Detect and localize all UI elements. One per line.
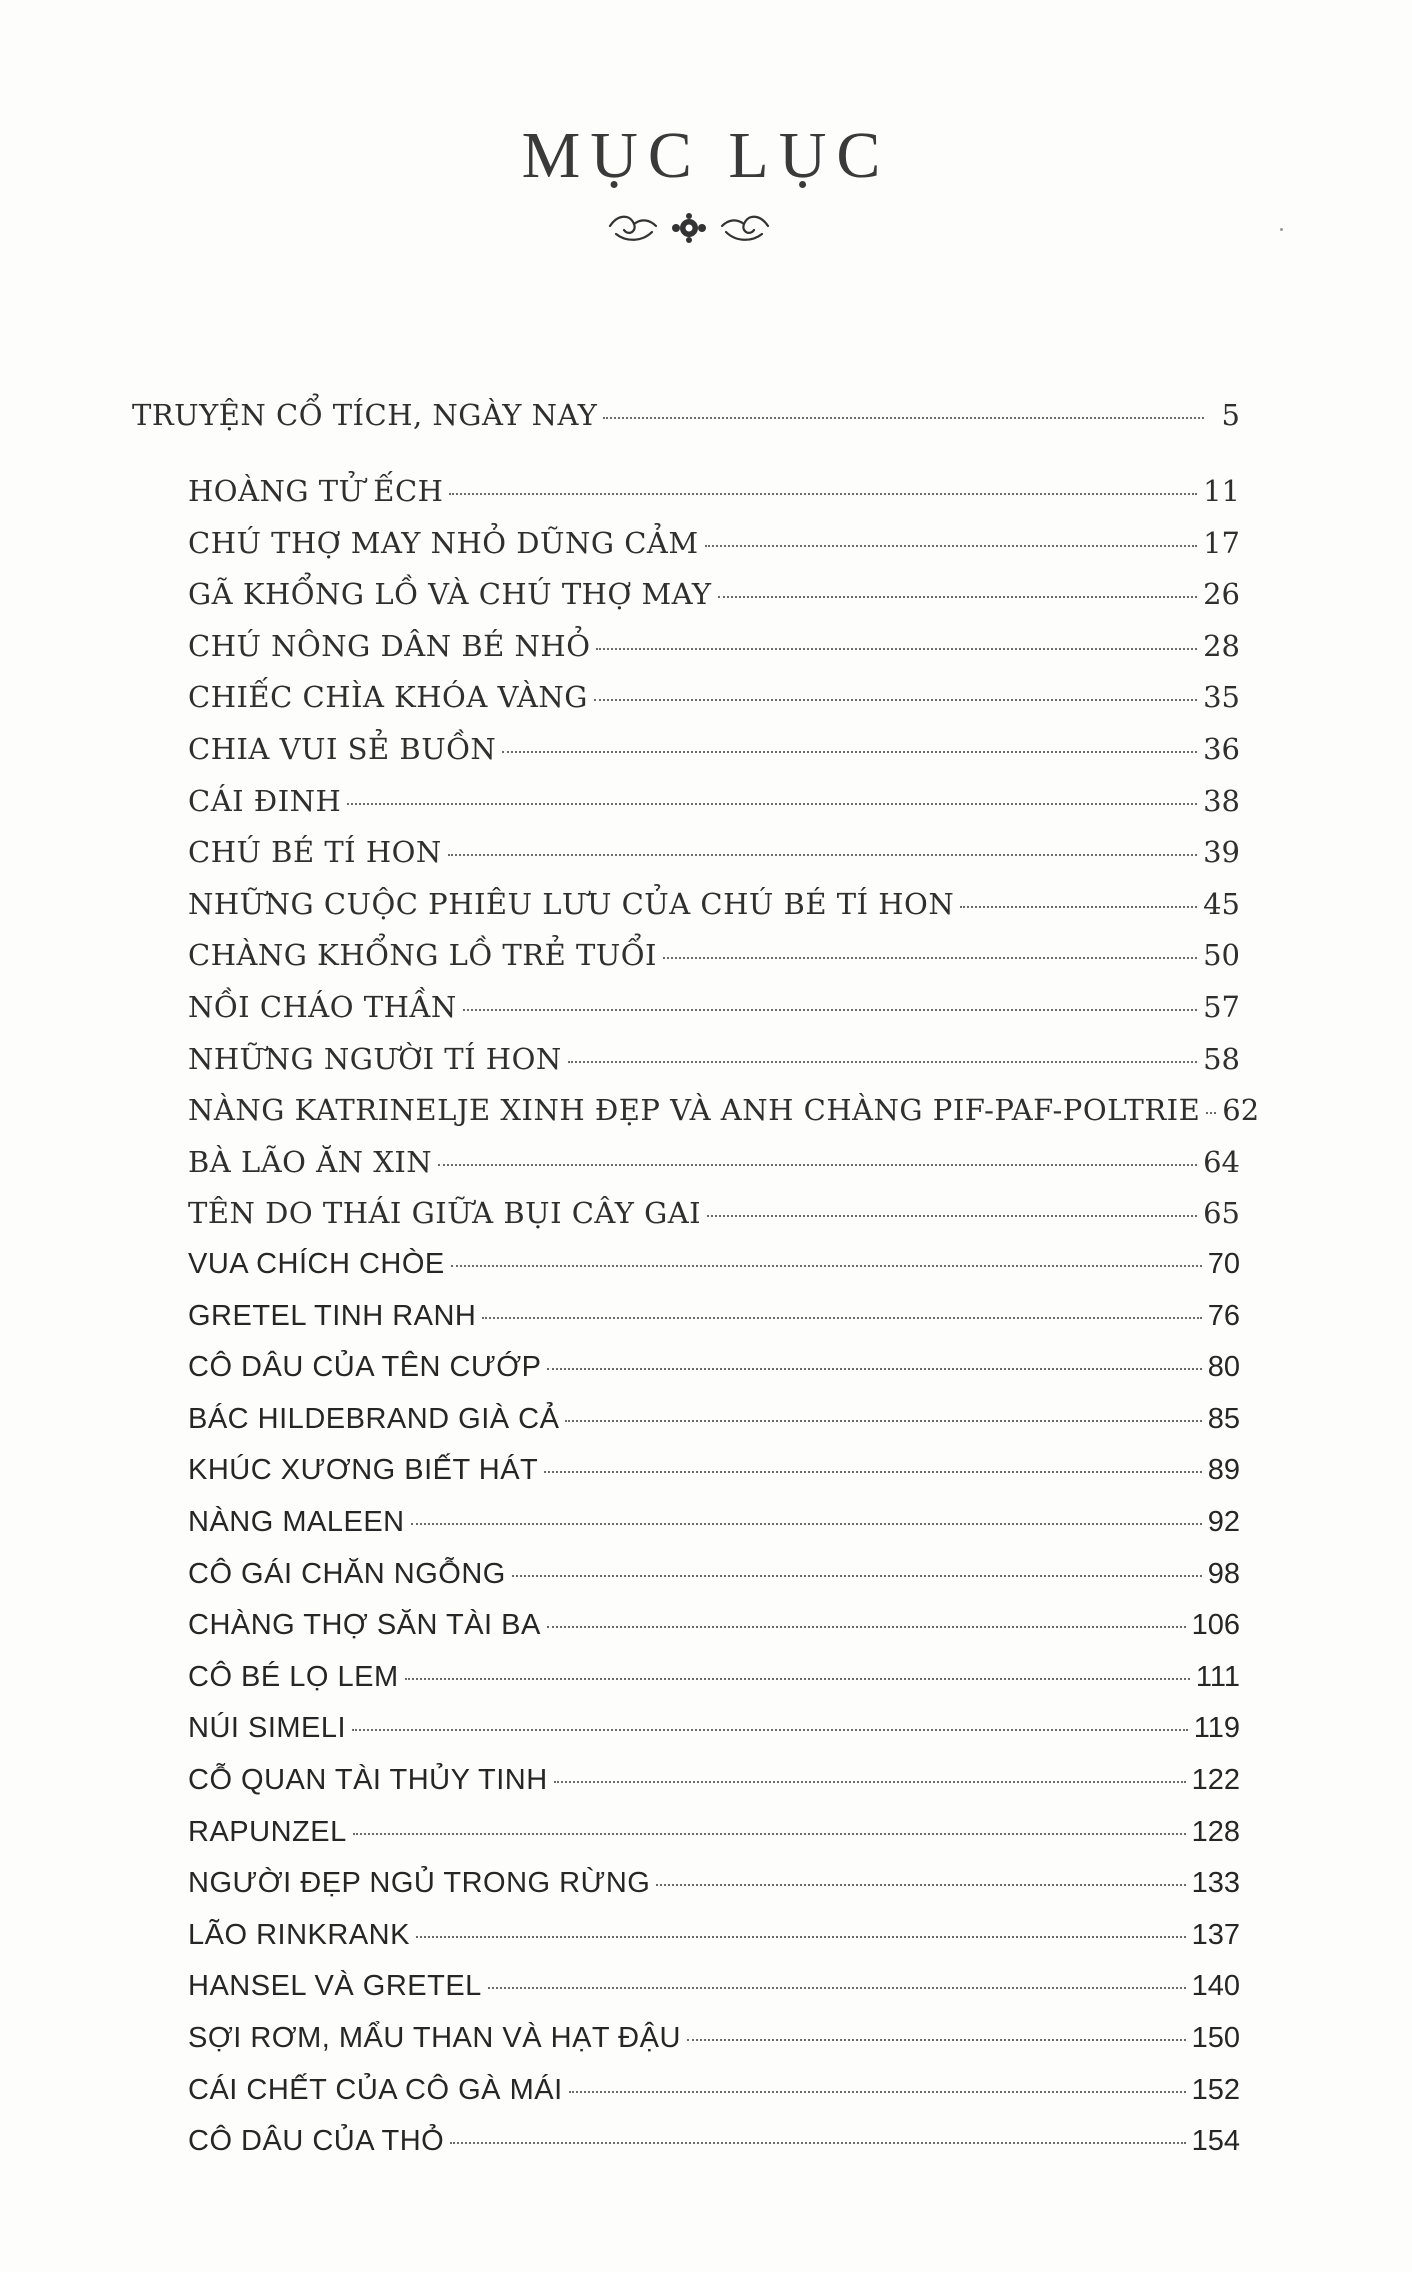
toc-entry-page-number: 39 <box>1203 835 1240 870</box>
dot-leader <box>1206 1112 1216 1114</box>
page-title: MỤC LỤC <box>521 119 891 192</box>
toc-entry <box>188 887 1240 927</box>
toc-entry-page-number: 92 <box>1207 1506 1240 1538</box>
toc-entry-page-number: 133 <box>1191 1867 1240 1900</box>
dot-leader <box>449 493 1197 495</box>
toc-entry-page-number: 11 <box>1203 474 1240 508</box>
dot-leader <box>463 1009 1197 1011</box>
dot-leader <box>596 648 1197 650</box>
toc-entry-title: GÃ KHỔNG LỒ VÀ CHÚ THỢ MAY <box>188 577 712 612</box>
toc-entry-title: NÀNG KATRINELJE XINH ĐẸP VÀ ANH CHÀNG PIF-PAF-POLTRIE <box>188 1093 1201 1128</box>
toc-entry-page-number: 35 <box>1203 680 1240 715</box>
toc-entry-title: TÊN DO THÁI GIỮA BỤI CÂY GAI <box>188 1196 702 1231</box>
toc-entry-title: HOÀNG TỬ ẾCH <box>188 474 444 508</box>
dot-leader <box>565 1420 1201 1422</box>
toc-entry <box>188 1248 1240 1288</box>
dot-leader <box>347 803 1197 805</box>
toc-entry-page-number: 57 <box>1203 990 1240 1024</box>
dot-leader <box>554 1781 1186 1783</box>
toc-entry-page-number: 28 <box>1203 628 1240 663</box>
toc-entry <box>188 577 1240 617</box>
toc-entry-page-number: 80 <box>1207 1351 1240 1384</box>
toc-entry-title: GRETEL TINH RANH <box>188 1299 477 1332</box>
dot-leader <box>512 1575 1202 1577</box>
toc-entry-title: CÔ DÂU CỦA TÊN CƯỚP <box>188 1351 542 1384</box>
toc-entry-title: CHÚ BÉ TÍ HON <box>188 835 442 870</box>
toc-entry <box>188 1816 1240 1856</box>
toc-entry <box>188 526 1240 566</box>
toc-entry-page-number: 89 <box>1207 1454 1240 1487</box>
toc-entry-title: CÔ DÂU CỦA THỎ <box>188 2125 445 2158</box>
toc-entry-page-number: 154 <box>1191 2125 1240 2158</box>
dot-leader <box>353 1833 1186 1835</box>
toc-entry-title: CHÀNG THỢ SĂN TÀI BA <box>188 1609 541 1642</box>
toc-entry <box>188 1609 1240 1649</box>
dot-leader <box>568 1061 1197 1063</box>
dot-leader <box>450 2142 1185 2144</box>
toc-entry-page-number: 64 <box>1203 1144 1240 1179</box>
dot-leader <box>663 957 1197 959</box>
dot-leader <box>411 1523 1202 1525</box>
toc-entry-title: KHÚC XƯƠNG BIẾT HÁT <box>188 1454 539 1487</box>
toc-entry <box>188 1403 1240 1443</box>
toc-entry <box>188 1300 1240 1340</box>
toc-entry <box>188 1712 1240 1752</box>
toc-entry-title: CÁI ĐINH <box>188 783 342 818</box>
toc-entry <box>188 2022 1240 2062</box>
toc-entry-page-number: 50 <box>1203 938 1240 973</box>
paper-speck <box>1280 228 1283 231</box>
toc-entry <box>188 1351 1240 1391</box>
toc-entry-title: TRUYỆN CỔ TÍCH, NGÀY NAY <box>132 398 598 432</box>
toc-entry-title: LÃO RINKRANK <box>188 1918 410 1951</box>
toc-entry-title: SỢI RƠM, MẨU THAN VÀ HẠT ĐẬU <box>188 2022 681 2054</box>
toc-entry <box>188 1145 1240 1185</box>
toc-entry-title: NỒI CHÁO THẦN <box>188 990 457 1024</box>
toc-entry-title: RAPUNZEL <box>188 1815 347 1848</box>
dot-leader <box>594 699 1197 701</box>
toc-entry-page-number: 140 <box>1191 1970 1240 2003</box>
toc-entry-section <box>132 398 1240 438</box>
dot-leader <box>547 1626 1186 1628</box>
toc-entry-page-number: 65 <box>1203 1196 1240 1231</box>
toc-entry-title: NÀNG MALEEN <box>188 1506 405 1538</box>
toc-entry-page-number: 58 <box>1203 1041 1240 1076</box>
toc-entry <box>188 835 1240 875</box>
toc-entry <box>188 1042 1240 1082</box>
toc-entry-title: CHÚ NÔNG DÂN BÉ NHỎ <box>188 628 591 663</box>
dot-leader <box>547 1368 1201 1370</box>
toc-entry <box>188 2125 1240 2165</box>
dot-leader <box>603 417 1204 419</box>
dot-leader <box>656 1884 1185 1886</box>
toc-entry-title: CÔ GÁI CHĂN NGỖNG <box>188 1557 506 1590</box>
toc-entry <box>188 1506 1240 1546</box>
toc-entry-page-number: 122 <box>1191 1764 1240 1796</box>
dot-leader <box>960 906 1197 908</box>
toc-entry <box>188 990 1240 1030</box>
dot-leader <box>544 1471 1201 1473</box>
toc-entry-title: CÔ BÉ LỌ LEM <box>188 1660 399 1693</box>
toc-entry-title: CHIA VUI SẺ BUỒN <box>188 732 497 766</box>
toc-entry-title: NGƯỜI ĐẸP NGỦ TRONG RỪNG <box>188 1867 651 1900</box>
dot-leader <box>352 1729 1188 1731</box>
toc-entry-page-number: 5 <box>1221 398 1240 432</box>
dot-leader <box>718 596 1198 598</box>
toc-entry <box>188 1970 1240 2010</box>
toc-entry <box>188 1764 1240 1804</box>
toc-entry-title: BÀ LÃO ĂN XIN <box>188 1144 433 1179</box>
toc-entry-title: NHỮNG CUỘC PHIÊU LƯU CỦA CHÚ BÉ TÍ HON <box>188 886 955 921</box>
toc-entry-title: CHÀNG KHỔNG LỒ TRẺ TUỔI <box>188 938 658 973</box>
toc-entry-page-number: 98 <box>1207 1557 1240 1590</box>
toc-entry-title: NÚI SIMELI <box>188 1712 347 1745</box>
toc-entry-title: CHIẾC CHÌA KHÓA VÀNG <box>188 680 588 715</box>
toc-entry <box>188 1558 1240 1598</box>
toc-entry-page-number: 17 <box>1203 525 1240 560</box>
toc-entry <box>188 1867 1240 1907</box>
dot-leader <box>482 1317 1201 1319</box>
toc-entry-page-number: 70 <box>1207 1248 1240 1280</box>
toc-entry-page-number: 111 <box>1195 1660 1240 1693</box>
toc-entry <box>188 784 1240 824</box>
toc-entry-page-number: 45 <box>1203 886 1240 921</box>
toc-entry-page-number: 152 <box>1191 2073 1240 2106</box>
dot-leader <box>569 2091 1186 2093</box>
toc-entry <box>188 2074 1240 2114</box>
dot-leader <box>448 854 1197 856</box>
toc-entry <box>188 680 1240 720</box>
toc-entry-title: CHÚ THỢ MAY NHỎ DŨNG CẢM <box>188 525 699 560</box>
toc-entry-page-number: 85 <box>1207 1402 1240 1435</box>
dot-leader <box>405 1678 1190 1680</box>
toc-entry-page-number: 76 <box>1207 1299 1240 1332</box>
toc-entry-title: VUA CHÍCH CHÒE <box>188 1248 445 1280</box>
toc-entry <box>188 1661 1240 1701</box>
toc-entry-page-number: 106 <box>1191 1609 1240 1642</box>
dot-leader <box>707 1215 1197 1217</box>
dot-leader <box>438 1164 1197 1166</box>
dot-leader <box>416 1936 1186 1938</box>
toc-entry-page-number: 150 <box>1191 2022 1240 2054</box>
toc-entry <box>188 474 1240 514</box>
toc-entry-title: CÁI CHẾT CỦA CÔ GÀ MÁI <box>188 2073 563 2106</box>
toc-entry-page-number: 128 <box>1191 1815 1240 1848</box>
toc-entry <box>188 1454 1240 1494</box>
toc-entry-page-number: 38 <box>1203 783 1240 818</box>
toc-entry <box>188 1919 1240 1959</box>
toc-entry-title: BÁC HILDEBRAND GIÀ CẢ <box>188 1402 560 1435</box>
toc-entry <box>188 732 1240 772</box>
dot-leader <box>451 1265 1202 1267</box>
toc-entry <box>188 629 1240 669</box>
dot-leader <box>502 751 1197 753</box>
toc-entry-title: CỖ QUAN TÀI THỦY TINH <box>188 1764 548 1796</box>
floral-ornament-icon <box>604 208 774 248</box>
toc-entry-page-number: 26 <box>1203 577 1240 612</box>
toc-entry-page-number: 119 <box>1193 1712 1240 1745</box>
toc-entry <box>188 1093 1260 1133</box>
dot-leader <box>488 1987 1186 1989</box>
toc-entry-page-number: 36 <box>1203 732 1240 766</box>
toc-entry <box>188 938 1240 978</box>
toc-entry <box>188 1196 1240 1236</box>
toc-entry-page-number: 137 <box>1191 1918 1240 1951</box>
dot-leader <box>705 545 1198 547</box>
toc-entry-title: NHỮNG NGƯỜI TÍ HON <box>188 1041 562 1076</box>
toc-entry-page-number: 62 <box>1222 1093 1260 1128</box>
dot-leader <box>687 2039 1186 2041</box>
toc-entry-title: HANSEL VÀ GRETEL <box>188 1970 482 2003</box>
